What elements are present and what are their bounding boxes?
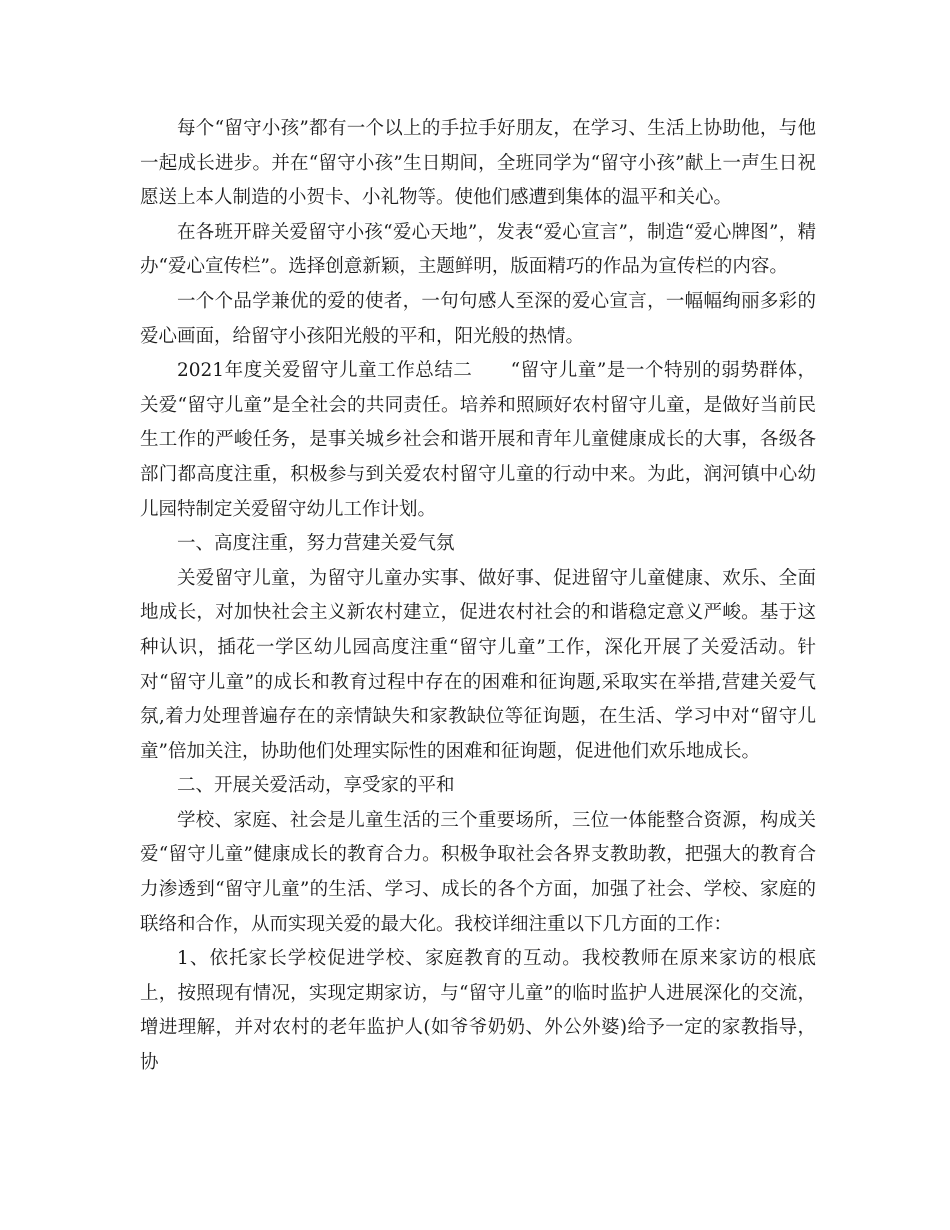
paragraph-5: 关爱留守儿童，为留守儿童办实事、做好事、促进留守儿童健康、欢乐、全面地成长，对加快社会主义新农村建立，促进农村社会的和谐稳定意义严峻。基于这种认识，插花一学区幼儿园高度注重“留守儿童”工作，深化开展了关爱活动。针对“留守儿童”的成长和教育过程中存在的困难和征询题,采取实在举措,营建关爱气氛,着力处理普遍存在的亲情缺失和家教缺位等征询题，在生活、学习中对“留守儿童”倍加关注，协助他们处理实际性的困难和征询题，促进他们欢乐地成长。 [140,567,816,762]
paragraph-6: 学校、家庭、社会是儿童生活的三个重要场所，三位一体能整合资源，构成关爱“留守儿童”健康成长的教育合力。积极争取社会各界支教助教，把强大的教育合力渗透到“留守儿童”的生活、学习、成长的各个方面，加强了社会、学校、家庭的联络和合作，从而实现关爱的最大化。我校详细注重以下几方面的工作： [140,809,816,935]
paragraph-4: 2021年度关爱留守儿童工作总结二 “留守儿童”是一个特别的弱势群体，关爱“留守儿童”是全社会的共同责任。培养和照顾好农村留守儿童，是做好当前民生工作的严峻任务，是事关城乡社会和谐开展和青年儿童健康成长的大事，各级各部门都高度注重，积极参与到关爱农村留守儿童的行动中来。为此，润河镇中心幼儿园特制定关爱留守幼儿工作计划。 [140,360,816,520]
paragraph-3: 一个个品学兼优的爱的使者，一句句感人至深的爱心宣言，一幅幅绚丽多彩的爱心画面，给留守小孩阳光般的平和，阳光般的热情。 [140,290,816,347]
document-body [140,112,816,1081]
paragraph-1: 每个“留守小孩”都有一个以上的手拉手好朋友，在学习、生活上协助他，与他一起成长进步。并在“留守小孩”生日期间，全班同学为“留守小孩”献上一声生日祝愿送上本人制造的小贺卡、小礼物等。使他们感遭到集体的温平和关心。 [140,118,816,209]
paragraph-7: 1、依托家长学校促进学校、家庭教育的互动。我校教师在原来家访的根底上，按照现有情况，实现定期家访，与“留守儿童”的临时监护人进展深化的交流，增进理解，并对农村的老年监护人(如爷爷奶奶、外公外婆)给予一定的家教指导，协 [140,948,816,1074]
paragraph-2: 在各班开辟关爱留守小孩“爱心天地”，发表“爱心宣言”，制造“爱心牌图”，精办“爱心宣传栏”。选择创意新颖，主题鲜明，版面精巧的作品为宣传栏的内容。 [140,221,816,278]
section-heading-1: 一、高度注重，努力营建关爱气氛 [177,533,455,555]
section-heading-2: 二、开展关爱活动，享受家的平和 [177,775,455,797]
